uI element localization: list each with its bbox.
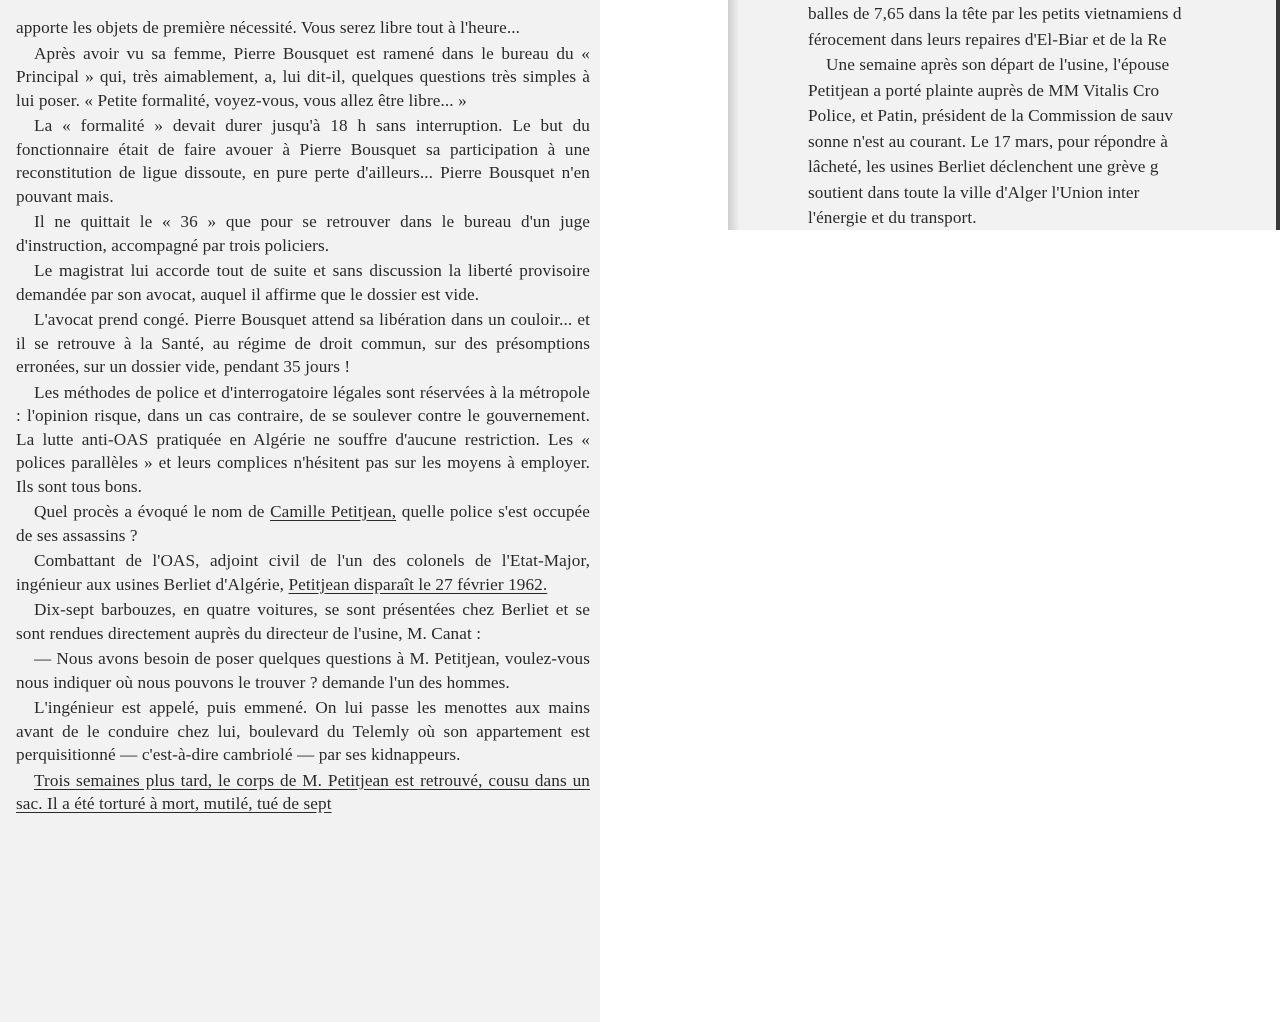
text-line: l'énergie et du transport.	[808, 208, 977, 227]
underlined-last-paragraph: Trois semaines plus tard, le corps de M. Petitjean est retrouvé, cousu dans un sac. Il a été torturé à mort, mutilé, tué de sept	[16, 770, 590, 813]
question-paragraph	[16, 500, 590, 547]
left-text-column	[16, 16, 590, 816]
text-line: balles de 7,65 dans la tête par les petits vietnamiens d	[808, 4, 1182, 23]
paragraph: Après avoir vu sa femme, Pierre Bousquet est ramené dans le bureau du « Principal » qui, très aimablement, a, lui dit-il, quelques questions très simples à lui poser. « Petite formalité, voyez-vous, vous allez être libre... »	[16, 43, 590, 110]
page-fold-shadow	[728, 0, 740, 230]
right-text-column	[808, 2, 1280, 230]
right-page-scan	[728, 0, 1280, 230]
text-span: quelle police s'est occupée de ses assassins ?	[16, 502, 591, 545]
text-line: Police, et Patin, président de la Commission de sauv	[808, 106, 1174, 125]
text-line: Une semaine après son départ de l'usine, l'épouse	[826, 55, 1170, 74]
text-span: Combattant de l'OAS, adjoint civil de l'un des colonels de l'Etat-Major, ingénieur aux usines Berliet d'Algérie,	[16, 551, 590, 594]
text-line: sonne n'est au courant. Le 17 mars, pour répondre à	[808, 131, 1168, 151]
paragraph: — Nous avons besoin de poser quelques questions à M. Petitjean, voulez-vous nous indiquer où nous pouvons le trouver ? demande l'un des hommes.	[16, 649, 590, 692]
text-span: Quel procès a évoqué le nom de	[34, 502, 271, 521]
paragraph: L'ingénieur est appelé, puis emmené. On lui passe les menottes aux mains avant de le conduire chez lui, boulevard du Telemly où son appartement est perquisitionné — c'est-à-dire cambriolé — par ses kidnappeurs.	[16, 698, 590, 764]
paragraph: Les méthodes de police et d'interrogatoire légales sont réservées à la métropole : l'opinion risque, dans un cas contraire, de se soulever contre le gouvernement. La lutte anti-OAS pratiquée en Algérie ne souffre d'aucune restriction. Les « polices parallèles » et leurs complices n'hésitent pas sur les moyens à employer. Ils sont tous bons.	[16, 382, 590, 496]
paragraph: apporte les objets de première nécessité. Vous serez libre tout à l'heure...	[16, 18, 521, 37]
paragraph: Dix-sept barbouzes, en quatre voitures, se sont présentées chez Berliet et se sont rendues directement auprès du directeur de l'usine, M. Canat :	[16, 600, 590, 643]
paragraph: Il ne quittait le « 36 » que pour se retrouver dans le bureau d'un juge d'instruction, accompagné par trois policiers.	[16, 212, 590, 255]
left-page-scan	[0, 0, 600, 1022]
paragraph: La « formalité » devait durer jusqu'à 18 h sans interruption. Le but du fonctionnaire était de faire avouer à Pierre Bousquet sa participation à une reconstitution de ligue dissoute, en pure perte d'ailleurs... Pierre Bousquet n'en pouvant mais.	[16, 116, 590, 206]
text-line: Petitjean a porté plainte auprès de MM Vitalis Cro	[808, 80, 1160, 100]
underlined-disappearance: Petitjean disparaît le 27 février 1962.	[288, 574, 548, 594]
underlined-name: Camille Petitjean,	[270, 502, 397, 521]
combattant-paragraph	[16, 549, 590, 596]
text-line: férocement dans leurs repaires d'El-Biar et de la Re	[808, 29, 1167, 49]
text-line: lâcheté, les usines Berliet déclenchent une grève g	[808, 157, 1159, 176]
text-line: soutient dans toute la ville d'Alger l'Union inter	[808, 182, 1140, 202]
page-edge	[1276, 0, 1280, 230]
paragraph: L'avocat prend congé. Pierre Bousquet attend sa libération dans un couloir... et il se retrouve à la Santé, au régime de droit commun, sur des présomptions erronées, sur un dossier vide, pendant 35 jours !	[16, 310, 590, 376]
paragraph: Le magistrat lui accorde tout de suite et sans discussion la liberté provisoire demandée par son avocat, auquel il affirme que le dossier est vide.	[16, 261, 590, 304]
